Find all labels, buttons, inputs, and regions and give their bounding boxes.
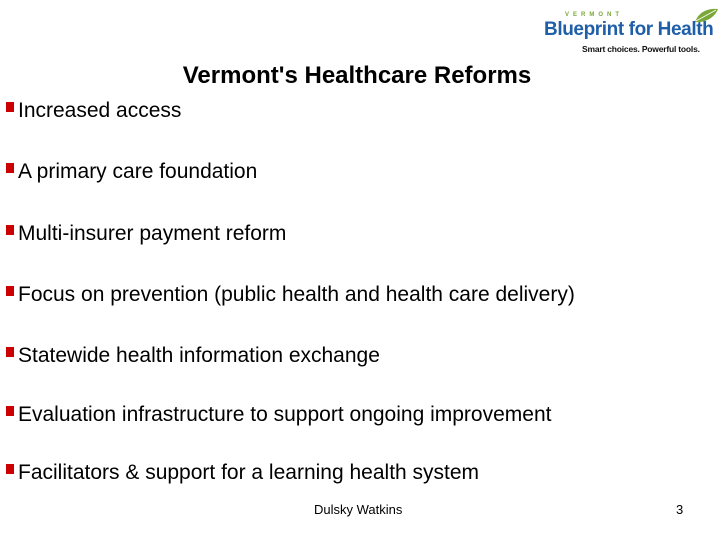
logo-tagline: Smart choices. Powerful tools. bbox=[582, 44, 700, 54]
bullet-item bbox=[6, 157, 257, 187]
bullet-marker-icon bbox=[6, 347, 14, 357]
bullet-text: Statewide health information exchange bbox=[18, 344, 380, 367]
bullet-marker-icon bbox=[6, 286, 14, 296]
bullet-item bbox=[6, 458, 479, 488]
bullet-item bbox=[6, 400, 551, 430]
bullet-marker-icon bbox=[6, 163, 14, 173]
logo-main-text: Blueprint for Health bbox=[544, 19, 714, 40]
bullet-text: Evaluation infrastructure to support ongoing improvement bbox=[18, 403, 552, 426]
bullet-item bbox=[6, 219, 286, 249]
slide-title: Vermont's Healthcare Reforms bbox=[182, 62, 532, 89]
bullet-text: Multi-insurer payment reform bbox=[18, 222, 287, 245]
bullet-marker-icon bbox=[6, 464, 14, 474]
page-number: 3 bbox=[676, 502, 684, 517]
footer-author: Dulsky Watkins bbox=[314, 502, 403, 517]
bullet-item bbox=[6, 341, 380, 371]
bullet-marker-icon bbox=[6, 406, 14, 416]
bullet-text: Focus on prevention (public health and health care delivery) bbox=[18, 283, 575, 306]
bullet-text: A primary care foundation bbox=[18, 160, 258, 183]
bullet-marker-icon bbox=[6, 225, 14, 235]
bullet-item bbox=[6, 96, 181, 126]
bullet-text: Increased access bbox=[18, 99, 182, 122]
logo-vermont-text: VERMONT bbox=[565, 12, 623, 18]
bullet-text: Facilitators & support for a learning health system bbox=[18, 461, 480, 484]
blueprint-for-health-logo bbox=[543, 8, 723, 56]
bullet-item bbox=[6, 280, 575, 310]
bullet-marker-icon bbox=[6, 102, 14, 112]
